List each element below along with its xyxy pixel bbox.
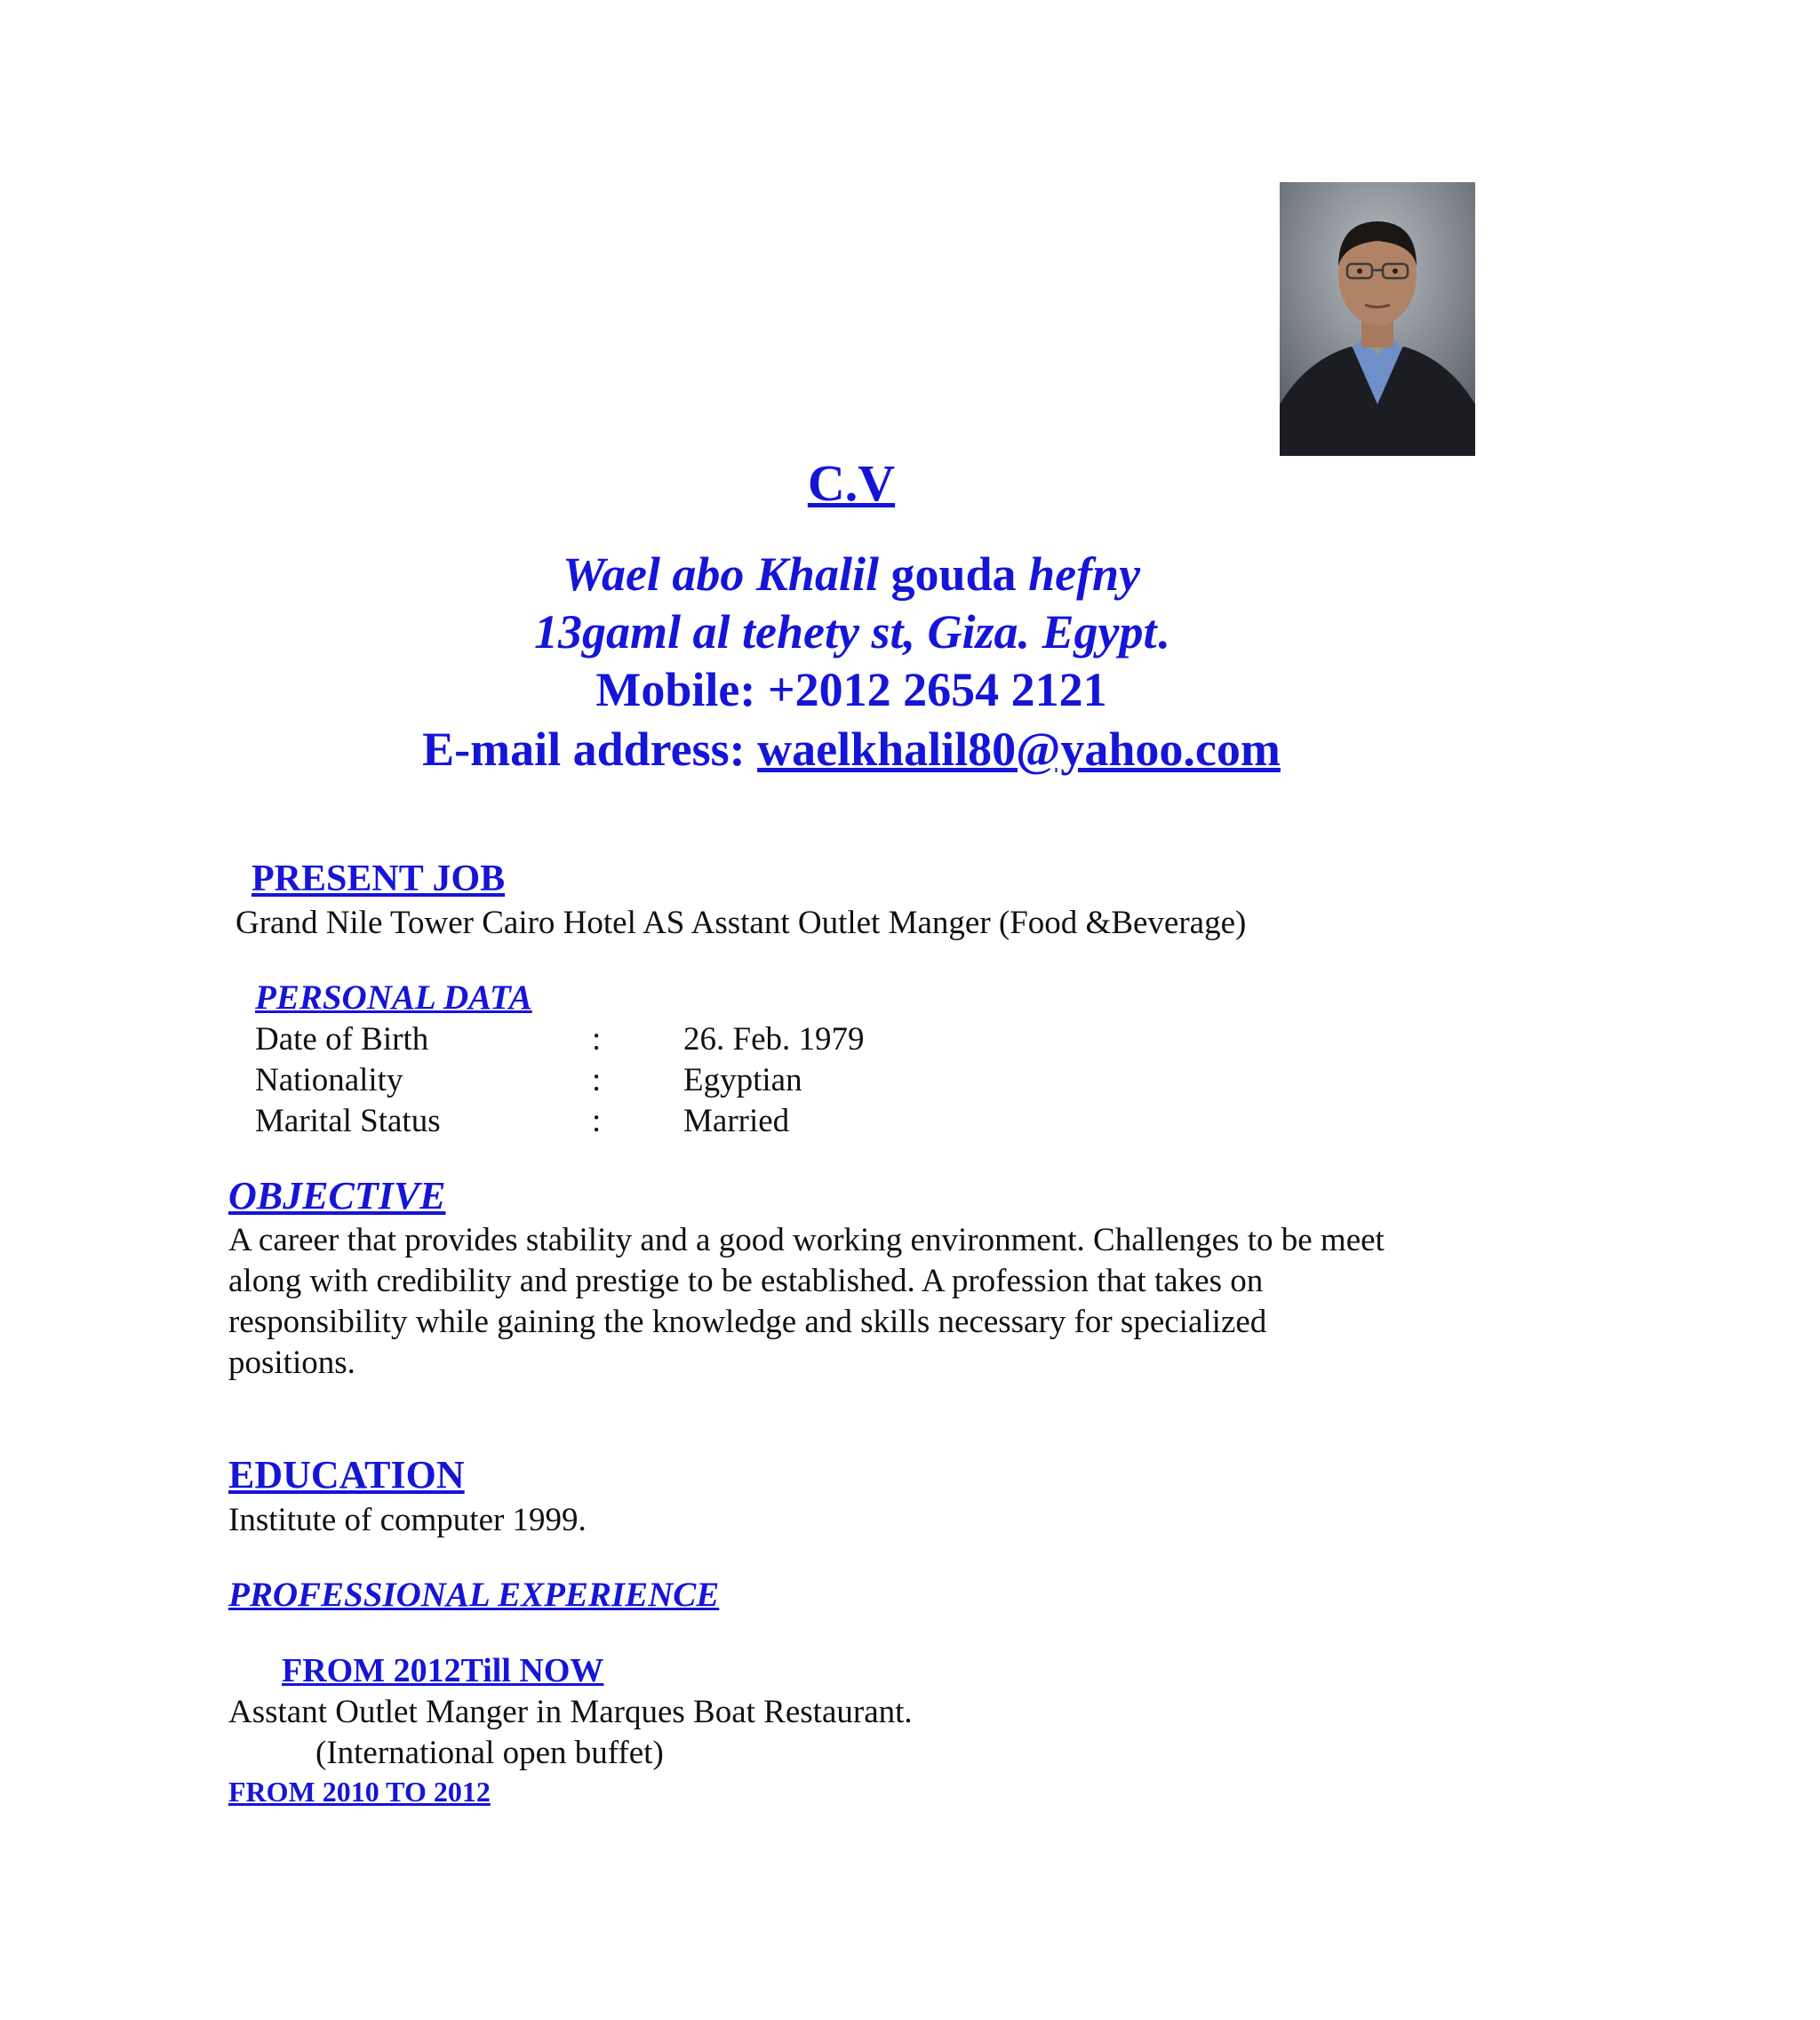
personal-colon: : bbox=[592, 1062, 602, 1098]
name-part-3: hefny bbox=[1028, 547, 1141, 601]
mobile-number: Mobile: +2012 2654 2121 bbox=[595, 663, 1107, 716]
present-job-text: Grand Nile Tower Cairo Hotel AS Asstant Outlet Manger (Food &Beverage) bbox=[235, 905, 1247, 941]
objective-line: along with credibility and prestige to be established. A profession that takes on bbox=[228, 1263, 1264, 1299]
applicant-name bbox=[0, 547, 1703, 602]
address-period: . bbox=[1156, 605, 1169, 659]
personal-colon: : bbox=[592, 1021, 602, 1058]
address-text: 13gaml al tehety st, Giza. Egypt bbox=[534, 605, 1157, 659]
personal-value: 26. Feb. 1979 bbox=[683, 1021, 865, 1058]
personal-label: Marital Status bbox=[255, 1103, 441, 1139]
experience-period-1: FROM 2012Till NOW bbox=[282, 1652, 604, 1689]
personal-row-dob bbox=[0, 1019, 1066, 1060]
education-text: Institute of computer 1999. bbox=[228, 1502, 587, 1538]
email-link[interactable]: waelkhalil80@yahoo.com bbox=[757, 723, 1281, 776]
email-label: E-mail address: bbox=[422, 723, 746, 776]
experience-period-2: FROM 2010 TO 2012 bbox=[228, 1776, 491, 1808]
address bbox=[0, 604, 1703, 659]
experience-heading: PROFESSIONAL EXPERIENCE bbox=[228, 1576, 720, 1614]
personal-label: Date of Birth bbox=[255, 1021, 429, 1058]
personal-value: Egyptian bbox=[683, 1062, 802, 1098]
objective-line: positions. bbox=[228, 1345, 355, 1381]
objective-text bbox=[228, 1220, 1508, 1384]
objective-line: responsibility while gaining the knowledge and skills necessary for specialized bbox=[228, 1304, 1267, 1340]
name-part-1: Wael abo Khalil bbox=[562, 547, 879, 601]
personal-label: Nationality bbox=[255, 1062, 403, 1098]
name-part-2: gouda bbox=[890, 547, 1017, 601]
email-line bbox=[0, 722, 1703, 777]
personal-row-nationality bbox=[0, 1060, 1066, 1101]
personal-data-heading: PERSONAL DATA bbox=[255, 978, 532, 1017]
personal-colon: : bbox=[592, 1103, 602, 1139]
education-heading: EDUCATION bbox=[228, 1453, 465, 1497]
objective-heading: OBJECTIVE bbox=[228, 1174, 446, 1218]
experience-role-1-note: (International open buffet) bbox=[315, 1735, 664, 1771]
personal-row-marital bbox=[0, 1101, 1066, 1142]
personal-value: Married bbox=[683, 1103, 790, 1139]
objective-line: A career that provides stability and a good working environment. Challenges to be meet bbox=[228, 1222, 1385, 1258]
experience-role-1: Asstant Outlet Manger in Marques Boat Restaurant. bbox=[228, 1694, 913, 1730]
profile-photo bbox=[1280, 182, 1475, 456]
cv-title: C.V bbox=[807, 454, 896, 512]
present-job-heading: PRESENT JOB bbox=[251, 858, 506, 899]
